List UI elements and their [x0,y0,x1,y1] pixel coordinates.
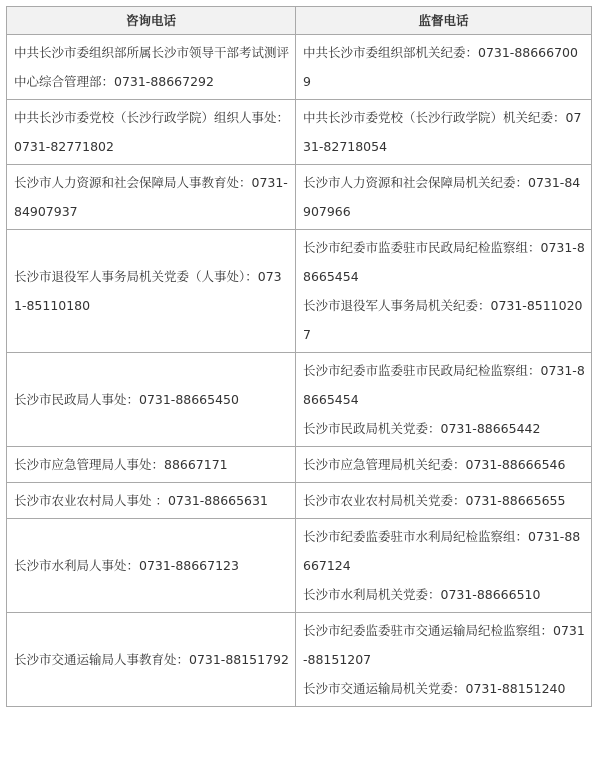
consult-cell: 长沙市退役军人事务局机关党委（人事处）：0731-85110180 [7,230,296,353]
contact-table [6,6,592,707]
supervise-cell [296,353,592,447]
supervise-line: 中共长沙市委党校（长沙行政学院）机关纪委：0731-82718054 [303,110,582,154]
consult-cell: 长沙市水利局人事处：0731-88667123 [7,519,296,613]
table-row [7,519,592,613]
table-row [7,100,592,165]
header-supervise: 监督电话 [296,7,592,35]
header-consult: 咨询电话 [7,7,296,35]
supervise-line: 长沙市纪委监委驻市交通运输局纪检监察组：0731-88151207 [303,623,585,667]
supervise-cell [296,519,592,613]
table-row [7,483,592,519]
supervise-line: 长沙市退役军人事务局机关纪委：0731-85110207 [303,298,583,342]
supervise-cell [296,483,592,519]
supervise-line: 长沙市纪委市监委驻市民政局纪检监察组：0731-88665454 [303,363,585,407]
supervise-line: 长沙市民政局机关党委：0731-88665442 [303,421,541,436]
supervise-line: 长沙市水利局机关党委：0731-88666510 [303,587,541,602]
supervise-cell [296,230,592,353]
supervise-cell [296,613,592,707]
consult-cell: 中共长沙市委党校（长沙行政学院）组织人事处：0731-82771802 [7,100,296,165]
table-row [7,447,592,483]
consult-cell: 长沙市应急管理局人事处：88667171 [7,447,296,483]
consult-cell: 长沙市交通运输局人事教育处：0731-88151792 [7,613,296,707]
supervise-cell [296,165,592,230]
supervise-line: 长沙市人力资源和社会保障局机关纪委：0731-84907966 [303,175,581,219]
supervise-line: 中共长沙市委组织部机关纪委：0731-886667009 [303,45,578,89]
supervise-line: 长沙市农业农村局机关党委：0731-88665655 [303,493,566,508]
table-row [7,613,592,707]
supervise-cell [296,35,592,100]
header-row [7,7,592,35]
consult-cell: 长沙市人力资源和社会保障局人事教育处：0731-84907937 [7,165,296,230]
table-row [7,353,592,447]
supervise-cell [296,100,592,165]
supervise-line: 长沙市交通运输局机关党委：0731-88151240 [303,681,566,696]
consult-cell: 长沙市民政局人事处：0731-88665450 [7,353,296,447]
consult-cell: 中共长沙市委组织部所属长沙市领导干部考试测评中心综合管理部：0731-88667292 [7,35,296,100]
table-row [7,165,592,230]
supervise-cell [296,447,592,483]
table-row [7,35,592,100]
supervise-line: 长沙市纪委监委驻市水利局纪检监察组：0731-88667124 [303,529,581,573]
table-row [7,230,592,353]
supervise-line: 长沙市应急管理局机关纪委：0731-88666546 [303,457,566,472]
consult-cell: 长沙市农业农村局人事处 ：0731-88665631 [7,483,296,519]
supervise-line: 长沙市纪委市监委驻市民政局纪检监察组：0731-88665454 [303,240,585,284]
